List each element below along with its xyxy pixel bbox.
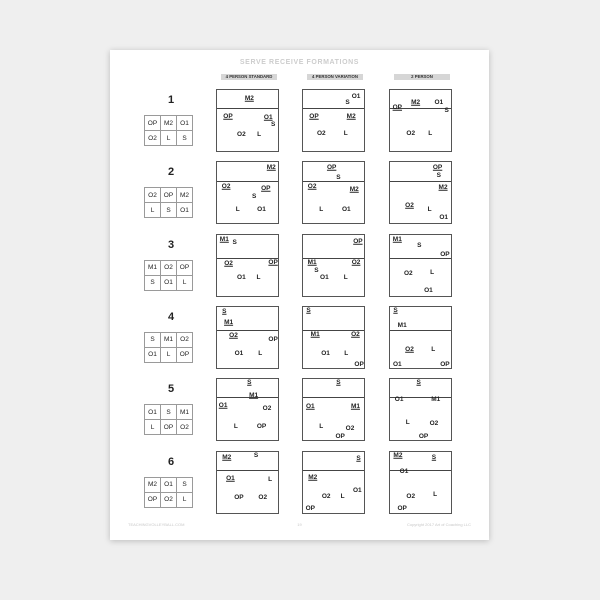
lineup-grid-cell: S: [145, 275, 161, 290]
worksheet-page: [110, 50, 489, 540]
lineup-grid-cell: O1: [145, 405, 161, 420]
lineup-grid-cell: S: [177, 131, 193, 146]
lineup-grid-cell: S: [145, 332, 161, 347]
court-diagram: [216, 378, 279, 441]
player-position-label: S: [314, 266, 319, 274]
player-position-label: L: [340, 493, 345, 500]
player-position-label: S: [416, 379, 421, 387]
court-diagram: [389, 89, 452, 152]
player-position-label: M2: [244, 94, 254, 102]
player-position-label: S: [417, 241, 422, 249]
court-diagram: [389, 161, 452, 224]
player-position-label: O2: [224, 259, 233, 267]
player-position-label: OP: [268, 336, 278, 344]
player-position-label: L: [258, 350, 263, 358]
footer-copyright: Copyright 2017 Art of Coaching LLC: [406, 522, 471, 527]
court-diagram: [216, 306, 279, 369]
court-divider-line: [390, 181, 451, 182]
player-position-label: OP: [256, 423, 267, 431]
court-divider-line: [303, 108, 364, 109]
player-position-label: OP: [234, 494, 244, 502]
lineup-grid-cell: S: [161, 405, 177, 420]
player-position-label: O2: [321, 493, 331, 500]
court-divider-line: [303, 470, 364, 471]
rotation-number: 6: [167, 455, 175, 468]
court-divider-line: [217, 470, 278, 471]
lineup-grid-cell: M1: [177, 405, 193, 420]
lineup-grid-row: [145, 203, 193, 218]
lineup-grid-cell: S: [161, 203, 177, 218]
rotation-lineup-grid: [144, 477, 193, 508]
lineup-grid-cell: S: [177, 477, 193, 492]
player-position-label: L: [427, 206, 432, 214]
lineup-grid-cell: O2: [161, 492, 177, 507]
rotation-lineup-grid: [144, 115, 193, 146]
lineup-grid-cell: O2: [145, 188, 161, 203]
lineup-grid-row: [145, 332, 193, 347]
player-position-label: M1: [392, 235, 402, 243]
court-diagram: [389, 378, 452, 441]
player-position-label: M2: [438, 183, 448, 191]
player-position-label: M2: [222, 453, 232, 461]
player-position-label: L: [257, 130, 262, 138]
court-divider-line: [217, 397, 278, 398]
player-position-label: S: [232, 238, 237, 246]
player-position-label: OP: [223, 112, 233, 120]
player-position-label: O2: [345, 424, 355, 432]
player-position-label: M2: [411, 99, 421, 107]
player-position-label: S: [444, 106, 449, 114]
lineup-grid-cell: OP: [161, 188, 177, 203]
player-position-label: L: [343, 129, 348, 137]
lineup-grid-cell: OP: [145, 492, 161, 507]
player-position-label: O1: [321, 350, 330, 358]
lineup-grid-row: [145, 477, 193, 492]
player-position-label: OP: [335, 432, 345, 440]
player-position-label: OP: [305, 505, 316, 513]
player-position-label: O2: [351, 259, 361, 266]
lineup-grid-row: [145, 260, 193, 275]
player-position-label: O2: [406, 129, 416, 137]
lineup-grid-cell: M2: [145, 477, 161, 492]
player-position-label: L: [344, 350, 349, 358]
lineup-grid-cell: OP: [177, 347, 193, 362]
player-position-label: M1: [350, 402, 360, 410]
player-position-label: L: [268, 475, 273, 483]
player-position-label: S: [336, 173, 341, 181]
lineup-grid-cell: O2: [161, 260, 177, 275]
player-position-label: O1: [234, 350, 244, 358]
court-divider-line: [217, 181, 278, 182]
player-position-label: M2: [308, 474, 318, 482]
court-diagram: [216, 89, 279, 152]
player-position-label: O2: [405, 201, 414, 209]
player-position-label: O2: [429, 419, 439, 427]
lineup-grid-cell: OP: [161, 420, 177, 435]
lineup-grid-row: [145, 405, 193, 420]
rotation-number: 4: [167, 310, 175, 323]
court-diagram: [302, 451, 365, 514]
player-position-label: M1: [397, 322, 407, 330]
rotation-number: 2: [167, 166, 175, 179]
court-diagram: [302, 161, 365, 224]
lineup-grid-row: [145, 420, 193, 435]
rotation-lineup-grid: [144, 260, 193, 291]
player-position-label: S: [270, 120, 276, 128]
player-position-label: S: [393, 306, 398, 314]
lineup-grid-cell: L: [161, 131, 177, 146]
lineup-grid-row: [145, 275, 193, 290]
lineup-grid-row: [145, 188, 193, 203]
player-position-label: L: [405, 418, 410, 426]
lineup-grid-cell: L: [177, 492, 193, 507]
lineup-grid-row: [145, 131, 193, 146]
player-position-label: OP: [354, 361, 364, 369]
player-position-label: M1: [431, 395, 441, 403]
player-position-label: O2: [258, 494, 268, 502]
court-diagram: [216, 234, 279, 297]
lineup-grid-row: [145, 492, 193, 507]
rotation-lineup-grid: [144, 404, 193, 435]
player-position-label: S: [253, 452, 259, 460]
player-position-label: S: [356, 454, 361, 462]
player-position-label: O2: [405, 345, 414, 353]
player-position-label: O1: [218, 401, 228, 409]
player-position-label: OP: [440, 361, 450, 369]
court-diagram: [216, 451, 279, 514]
player-position-label: M2: [349, 186, 359, 194]
player-position-label: O1: [257, 206, 266, 214]
lineup-grid-cell: L: [145, 420, 161, 435]
court-diagram: [302, 234, 365, 297]
lineup-grid-cell: O2: [177, 420, 193, 435]
player-position-label: S: [336, 379, 341, 387]
lineup-grid-cell: O2: [177, 332, 193, 347]
lineup-grid-row: [145, 347, 193, 362]
player-position-label: S: [252, 192, 257, 200]
player-position-label: OP: [392, 104, 403, 112]
player-position-label: M2: [346, 112, 356, 120]
lineup-grid-cell: L: [145, 203, 161, 218]
player-position-label: S: [345, 98, 350, 106]
player-position-label: OP: [268, 258, 278, 266]
player-position-label: O1: [341, 206, 351, 214]
player-position-label: O1: [424, 287, 433, 295]
player-position-label: OP: [397, 505, 407, 513]
player-position-label: S: [306, 306, 311, 314]
player-position-label: L: [233, 423, 238, 431]
court-divider-line: [390, 330, 451, 331]
player-position-label: OP: [353, 237, 363, 245]
player-position-label: O1: [305, 402, 315, 410]
lineup-grid-cell: O1: [161, 477, 177, 492]
player-position-label: O1: [434, 99, 444, 107]
player-position-label: M2: [393, 452, 403, 460]
court-diagram: [302, 89, 365, 152]
court-divider-line: [303, 397, 364, 398]
rotation-number: 3: [167, 238, 175, 251]
lineup-grid-cell: M1: [145, 260, 161, 275]
rotation-number: 1: [167, 94, 175, 106]
court-diagram: [302, 378, 365, 441]
player-position-label: O2: [237, 130, 246, 138]
lineup-grid-cell: L: [177, 275, 193, 290]
player-position-label: M1: [307, 259, 317, 266]
player-position-label: M1: [310, 330, 320, 338]
player-position-label: OP: [432, 164, 443, 172]
footer-page-number: 19: [297, 522, 302, 527]
lineup-grid-cell: L: [161, 347, 177, 362]
player-position-label: O1: [237, 273, 246, 281]
player-position-label: M1: [219, 235, 229, 243]
player-position-label: O2: [221, 183, 231, 191]
player-position-label: O1: [352, 486, 362, 494]
player-position-label: O2: [351, 330, 360, 338]
court-diagram: [389, 451, 452, 514]
lineup-grid-cell: OP: [145, 116, 161, 131]
player-position-label: S: [431, 453, 437, 461]
player-position-label: M1: [249, 391, 259, 399]
player-position-label: M1: [224, 318, 234, 326]
lineup-grid-cell: O1: [161, 275, 177, 290]
player-position-label: L: [430, 268, 435, 276]
column-header-4-person-variation: 4 PERSON VARIATION: [307, 74, 363, 80]
lineup-grid-cell: M1: [161, 332, 177, 347]
player-position-label: L: [235, 206, 240, 214]
player-position-label: O1: [263, 113, 273, 121]
player-position-label: O1: [392, 361, 402, 369]
lineup-grid-cell: O1: [145, 347, 161, 362]
lineup-grid-cell: M2: [177, 188, 193, 203]
player-position-label: OP: [440, 250, 450, 258]
player-position-label: O1: [439, 214, 449, 222]
player-position-label: O2: [262, 404, 272, 412]
player-position-label: L: [256, 273, 261, 281]
court-divider-line: [303, 181, 364, 182]
player-position-label: O2: [403, 269, 413, 277]
player-position-label: OP: [309, 112, 319, 120]
court-diagram: [389, 234, 452, 297]
lineup-grid-cell: OP: [177, 260, 193, 275]
player-position-label: M2: [266, 164, 276, 172]
player-position-label: S: [436, 171, 441, 179]
lineup-grid-cell: M2: [161, 116, 177, 131]
player-position-label: S: [247, 379, 252, 387]
player-position-label: O2: [316, 129, 326, 137]
court-diagram: [302, 306, 365, 369]
rotation-lineup-grid: [144, 332, 193, 363]
page-title: SERVE RECEIVE FORMATIONS: [239, 59, 360, 66]
court-divider-line: [217, 330, 278, 331]
player-position-label: L: [428, 129, 433, 137]
court-divider-line: [217, 108, 278, 109]
lineup-grid-row: [145, 116, 193, 131]
player-position-label: O2: [406, 493, 416, 500]
player-position-label: O1: [399, 467, 409, 475]
court-diagram: [216, 161, 279, 224]
column-header-2-person: 2 PERSON: [394, 74, 450, 80]
player-position-label: OP: [418, 432, 429, 440]
player-position-label: L: [319, 206, 324, 214]
lineup-grid-cell: O1: [177, 203, 193, 218]
column-header-4-person-standard: 4 PERSON STANDARD: [221, 74, 277, 80]
player-position-label: L: [433, 490, 438, 498]
player-position-label: O1: [394, 395, 404, 403]
player-position-label: OP: [326, 164, 337, 172]
player-position-label: O2: [229, 331, 238, 339]
player-position-label: O1: [351, 92, 361, 100]
player-position-label: OP: [261, 184, 271, 192]
player-position-label: S: [222, 308, 227, 316]
player-position-label: L: [343, 273, 348, 281]
lineup-grid-cell: O1: [177, 116, 193, 131]
player-position-label: O1: [226, 474, 235, 482]
player-position-label: O2: [307, 183, 317, 191]
court-diagram: [389, 306, 452, 369]
rotation-lineup-grid: [144, 187, 193, 218]
rotation-number: 5: [167, 383, 175, 396]
lineup-grid-cell: O2: [145, 131, 161, 146]
player-position-label: L: [431, 345, 436, 353]
footer-website: TEACHINGVOLLEYBALL.COM: [128, 522, 185, 527]
player-position-label: O1: [320, 273, 329, 281]
player-position-label: L: [319, 422, 324, 430]
